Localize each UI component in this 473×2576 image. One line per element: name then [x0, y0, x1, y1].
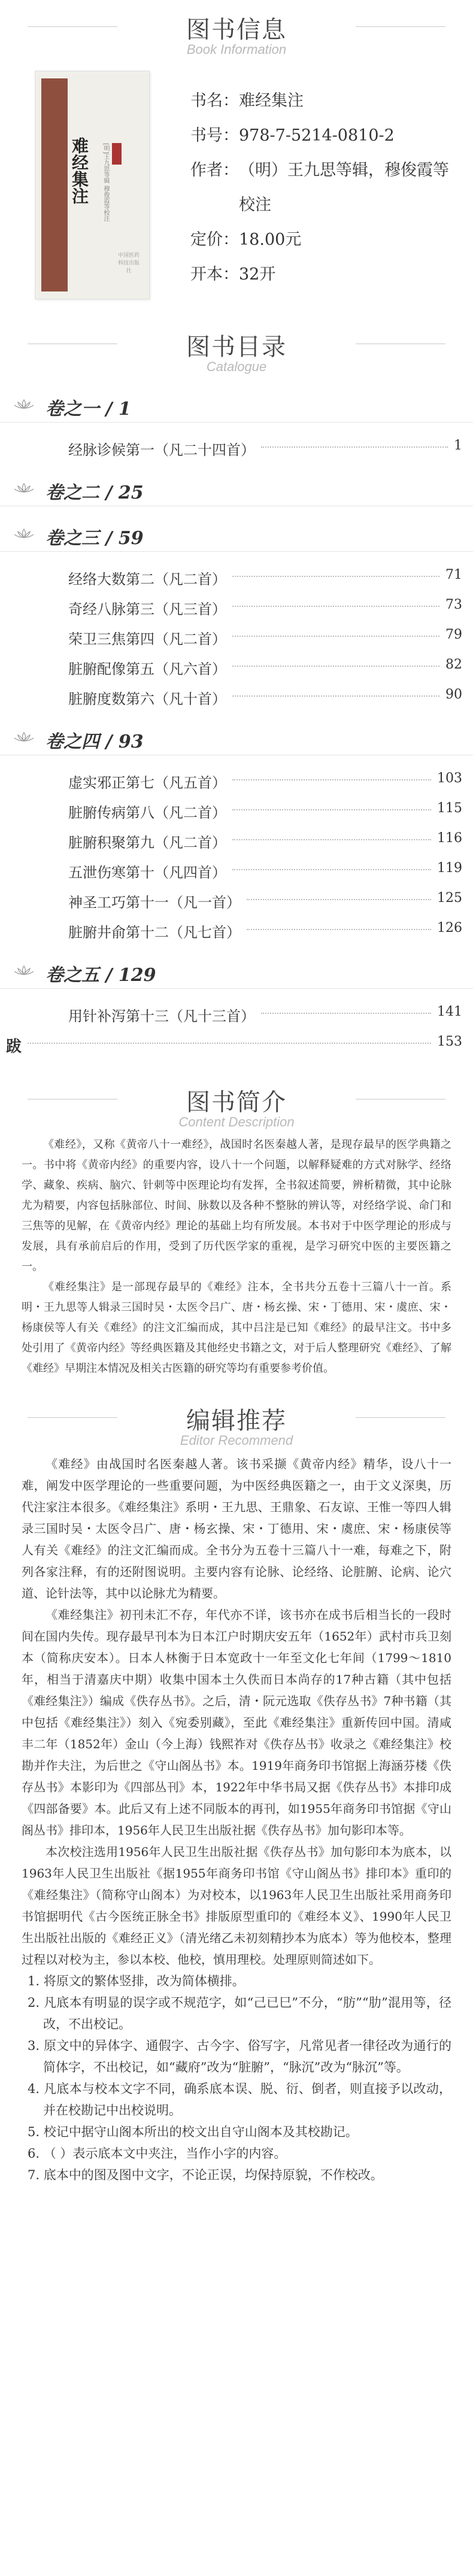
toc-chapter[interactable] [0, 883, 473, 913]
toc-volume-label: 卷之四 / 93 [46, 731, 144, 752]
divider [0, 422, 473, 423]
toc-chapter[interactable] [0, 824, 473, 853]
meta-label: 书号： [190, 126, 239, 145]
meta-label: 书名： [190, 92, 239, 110]
toc-chapter-title: 奇经八脉第三（凡三首） [68, 601, 226, 618]
toc-page-number: 141 [437, 1004, 462, 1019]
catalogue-header [0, 317, 473, 377]
leader-dots [232, 779, 431, 780]
list-item: 2. 凡底本有明显的误字或不规范字，如“己已巳”不分，“肪”“肋”混用等，径改，不出校记。 [28, 1995, 451, 2031]
intro-header [0, 1073, 473, 1135]
intro-paragraph: 《难经》，又称《黄帝八十一难经》，战国时名医秦越人著，是现存最早的医学典籍之一。书中将《黄帝内经》的重要内容，设八十一个问题，以解释疑难的方式对脉学、经络学、藏象、疾病、脑穴、针刺等中医理论均有发挥，全书叙述简要，辨析精微，其中论脉尤为精要，内容包括脉部位、时间、脉数以及各种不整脉的辨认等，对经络学说、命门和三焦等的见解，在《黄帝内经》理论的基础上均有所发展。本书对于中医学理论的形成与发展，具有承前启后的作用，受到了历代医学家的重视，是学习研究中医的主要医籍之一。 [22, 1138, 451, 1273]
spacer [0, 423, 473, 431]
meta-value: 32开 [239, 265, 276, 284]
meta-value: 978-7-5214-0810-2 [239, 126, 395, 145]
cover-publisher: 中国医药科技出版社 [117, 253, 140, 274]
toc-page-number: 1 [454, 438, 462, 453]
header-line-right [356, 26, 445, 27]
toc-chapter-title: 脏腑传病第八（凡二首） [68, 804, 226, 821]
toc-chapter-title: 神圣工巧第十一（凡一首） [68, 894, 241, 911]
toc-chapter[interactable] [0, 680, 473, 710]
meta-row-price [190, 223, 454, 257]
leader-dots [232, 666, 439, 667]
toc-postscript-title: 跋 [6, 1038, 22, 1056]
editor-title: 编辑推荐 [186, 1407, 287, 1435]
editor-rule-list [0, 1970, 473, 2186]
leader-dots [232, 839, 431, 840]
leader-dots [232, 576, 439, 577]
leader-dots [247, 899, 431, 900]
cover-title: 难经集注 [69, 137, 89, 204]
lotus-icon [13, 731, 35, 742]
toc-chapter-title: 经脉诊候第一（凡二十四首） [68, 442, 255, 458]
editor-paragraph: 本次校注选用1956年人民卫生出版社据《佚存丛书》加句影印本为底本，以1963年人民卫生出版社《据1955年商务印书馆《守山阁丛书》排印本》重印的《难经集注》（简称守山阁本）为对校本，以1963年人民卫生出版社采用商务印书馆据明代《古今医统正脉全书》排版原型重印的《难经本义》、1990年人民卫生出版社出版的《难经正义》（清光绪乙未初刻精抄本为底本）等为他校本，整理过程以对校为主，参以本校、他校，慎用理校。处理原则简述如下。 [22, 1845, 451, 1967]
leader-dots [232, 869, 431, 870]
catalogue-subtitle: Catalogue [206, 359, 267, 374]
meta-label: 定价： [190, 230, 239, 249]
toc-page-number: 71 [445, 567, 462, 582]
book-cover-image[interactable] [35, 71, 150, 299]
meta-value: 18.00元 [239, 230, 302, 249]
meta-row-isbn [190, 119, 454, 153]
toc-volume-label: 卷之五 / 129 [46, 965, 156, 986]
intro-paragraph: 《难经集注》是一部现存最早的《难经》注本，全书共分五卷十三篇八十一首。系明・王九思等人辑录三国时吴・太医令吕广、唐・杨玄操、宋・丁德用、宋・虞庶、宋・杨康侯等人有关《难经》的注文汇编而成，其中吕注是已知《难经》的最早注文。书中多处引用了《黄帝内经》等经典医籍及其他经史书籍之文，对于后人整理研究《难经》、了解《难经》早期注本情况及相关古医籍的研究等均有重要参考价值。 [22, 1281, 451, 1375]
toc-volume[interactable] [0, 506, 473, 552]
list-item: 4. 凡底本与校本文字不同，确系底本误、脱、衍、倒者，则直接予以改动，并在校勘记中出校说明。 [28, 2082, 451, 2118]
catalogue-title: 图书目录 [186, 333, 287, 361]
toc-volume-label: 卷之一 / 1 [46, 399, 131, 420]
toc-page-number: 119 [437, 861, 462, 876]
toc-chapter[interactable] [0, 764, 473, 794]
leader-dots [247, 929, 431, 930]
editor-paragraph: 《难经》由战国时名医秦越人著。该书采撷《黄帝内经》精华，设八十一难，阐发中医学理论的一些重要问题，为中医经典医籍之一，由于文义深奥，历代注家注本很多。《难经集注》系明・王九思、王鼎象、石友谅、王惟一等四人辑录三国时吴・太医令吕广、唐・杨玄操、宋・丁德用、宋・虞庶、宋・杨康侯等人有关《难经》的注文汇编而成。全书分为五卷十三篇八十一难，每难之下，附列各家注释，有的还附图说明。主要内容有论脉、论经络、论脏腑、论病、论穴道、论针法等，其中以论脉尤为精要。 [22, 1457, 451, 1600]
toc-chapter-title: 经络大数第二（凡二首） [68, 571, 226, 588]
toc-chapter-title: 用针补泻第十三（凡十三首） [68, 1008, 255, 1025]
lotus-icon [13, 965, 35, 976]
spacer [0, 552, 473, 560]
lotus-icon [13, 482, 35, 493]
lotus-icon [13, 399, 35, 409]
toc-page-number: 73 [445, 597, 462, 612]
leader-dots [261, 446, 448, 448]
list-item: 1. 将原文的繁体竖排，改为简体横排。 [28, 1974, 245, 1988]
toc-chapter-title: 荣卫三焦第四（凡二首） [68, 631, 226, 648]
list-item: 3. 原文中的异体字、通假字、古今字、俗写字，凡常见者一律径改为通行的简体字，不出校记，如“藏府”改为“脏腑”，“脉沉”改为“脉沉”等。 [28, 2039, 451, 2074]
toc-volume[interactable] [0, 461, 473, 506]
meta-row-format [190, 257, 454, 292]
toc-chapter[interactable] [0, 620, 473, 650]
divider [0, 551, 473, 552]
toc-volume-label: 卷之二 / 25 [46, 482, 144, 503]
meta-row-title [190, 84, 454, 119]
cover-spine [41, 78, 68, 291]
divider [0, 988, 473, 989]
toc-volume-label: 卷之三 / 59 [46, 528, 144, 549]
header-line-right [356, 1417, 445, 1418]
toc-chapter-title: 脏腑度数第六（凡十首） [68, 691, 226, 707]
toc-volume[interactable] [0, 710, 473, 755]
toc-page-number: 126 [437, 921, 462, 935]
cover-seal [112, 143, 122, 165]
toc-page-number: 153 [437, 1034, 462, 1049]
list-item: 7. 底本中的图及图中文字，不论正误，均保持原貌，不作校改。 [28, 2168, 383, 2182]
book-info-panel [0, 66, 473, 317]
toc-volume[interactable] [0, 377, 473, 423]
toc-chapter-title: 虚实邪正第七（凡五首） [68, 774, 226, 791]
meta-label: 作者： [190, 161, 239, 180]
intro-subtitle: Content Description [178, 1114, 295, 1129]
toc-chapter[interactable] [0, 650, 473, 680]
leader-dots [28, 1043, 431, 1044]
cover-side-text: [明]王九思等辑 穆俊霞等校注 [102, 143, 109, 221]
book-info-title: 图书信息 [186, 16, 287, 44]
leader-dots [232, 636, 439, 637]
toc-page-number: 90 [445, 687, 462, 702]
toc-chapter-title: 五泄伤寒第十（凡四首） [68, 864, 226, 881]
meta-row-author [190, 153, 454, 223]
toc-page-number: 82 [445, 657, 462, 672]
spacer [0, 989, 473, 997]
lotus-icon [13, 528, 35, 539]
toc-chapter-title: 脏腑井俞第十二（凡七首） [68, 924, 241, 941]
meta-value: （明）王九思等辑，穆俊霞等校注 [239, 161, 449, 214]
editor-paragraph: 《难经集注》初刊未汇不存，年代亦不详，该书亦在成书后相当长的一段时间在国内失传。现存最早刊本为日本江户时期庆安五年（1652年）武村市兵卫刻本（简称庆安本）。日本人林衡于日本宽政十一年至文化七年间（1799～1810年，相当于清嘉庆中期）收集中国本土久佚而日本尚存的17种古籍（其中包括《难经集注》）编成《佚存丛书》。之后，清・阮元选取《佚存丛书》7种书籍（其中包括《难经集注》）刻入《宛委别藏》，至此《难经集注》重新传回中国。清咸丰二年（1852年）金山（今上海）钱熙祚对《佚存丛书》收录之《难经集注》校勘并作夫注，为后世之《守山阁丛书》本。1919年商务印书馆据上海涵芬楼《佚存丛书》本影印为《四部丛刊》本，1922年中华书局又据《佚存丛书》本排印成《四部备要》本。此后又有上述不同版本的再刊，如1955年商务印书馆据《守山阁丛书》排印本，1956年人民卫生出版社据《佚存丛书》加句影印本等。 [22, 1608, 451, 1837]
toc-volume[interactable] [0, 943, 473, 989]
toc-postscript[interactable] [0, 1027, 473, 1062]
leader-dots [232, 695, 439, 697]
toc-page-number: 79 [445, 627, 462, 642]
toc-chapter[interactable] [0, 853, 473, 883]
toc-page-number: 116 [437, 831, 462, 846]
editor-subtitle: Editor Recommend [180, 1433, 293, 1448]
leader-dots [261, 1013, 431, 1014]
leader-dots [232, 606, 439, 607]
toc-page-number: 125 [437, 891, 462, 906]
leader-dots [232, 809, 431, 810]
toc-chapter[interactable] [0, 431, 473, 461]
toc-chapter[interactable] [0, 794, 473, 824]
meta-label: 开本： [190, 265, 239, 284]
toc-chapter[interactable] [0, 560, 473, 590]
intro-title: 图书简介 [186, 1089, 287, 1116]
book-meta [190, 84, 454, 292]
toc-chapter-title: 脏腑积聚第九（凡二首） [68, 834, 226, 851]
toc-page-number: 103 [437, 771, 462, 786]
editor-header [0, 1391, 473, 1453]
toc-chapter[interactable] [0, 997, 473, 1027]
toc-chapter[interactable] [0, 913, 473, 943]
toc-chapter-title: 脏腑配像第五（凡六首） [68, 661, 226, 678]
table-of-contents [0, 377, 473, 1062]
book-info-subtitle: Book Information [186, 42, 287, 57]
list-item: 6. （ ）表示底本文中夹注，当作小字的内容。 [28, 2146, 287, 2161]
toc-page-number: 115 [437, 801, 462, 816]
spacer [0, 755, 473, 764]
toc-chapter[interactable] [0, 590, 473, 620]
book-info-header [0, 0, 473, 66]
list-item: 5. 校记中据守山阁本所出的校文出自守山阁本及其校勘记。 [28, 2125, 358, 2139]
meta-value: 难经集注 [239, 92, 304, 110]
